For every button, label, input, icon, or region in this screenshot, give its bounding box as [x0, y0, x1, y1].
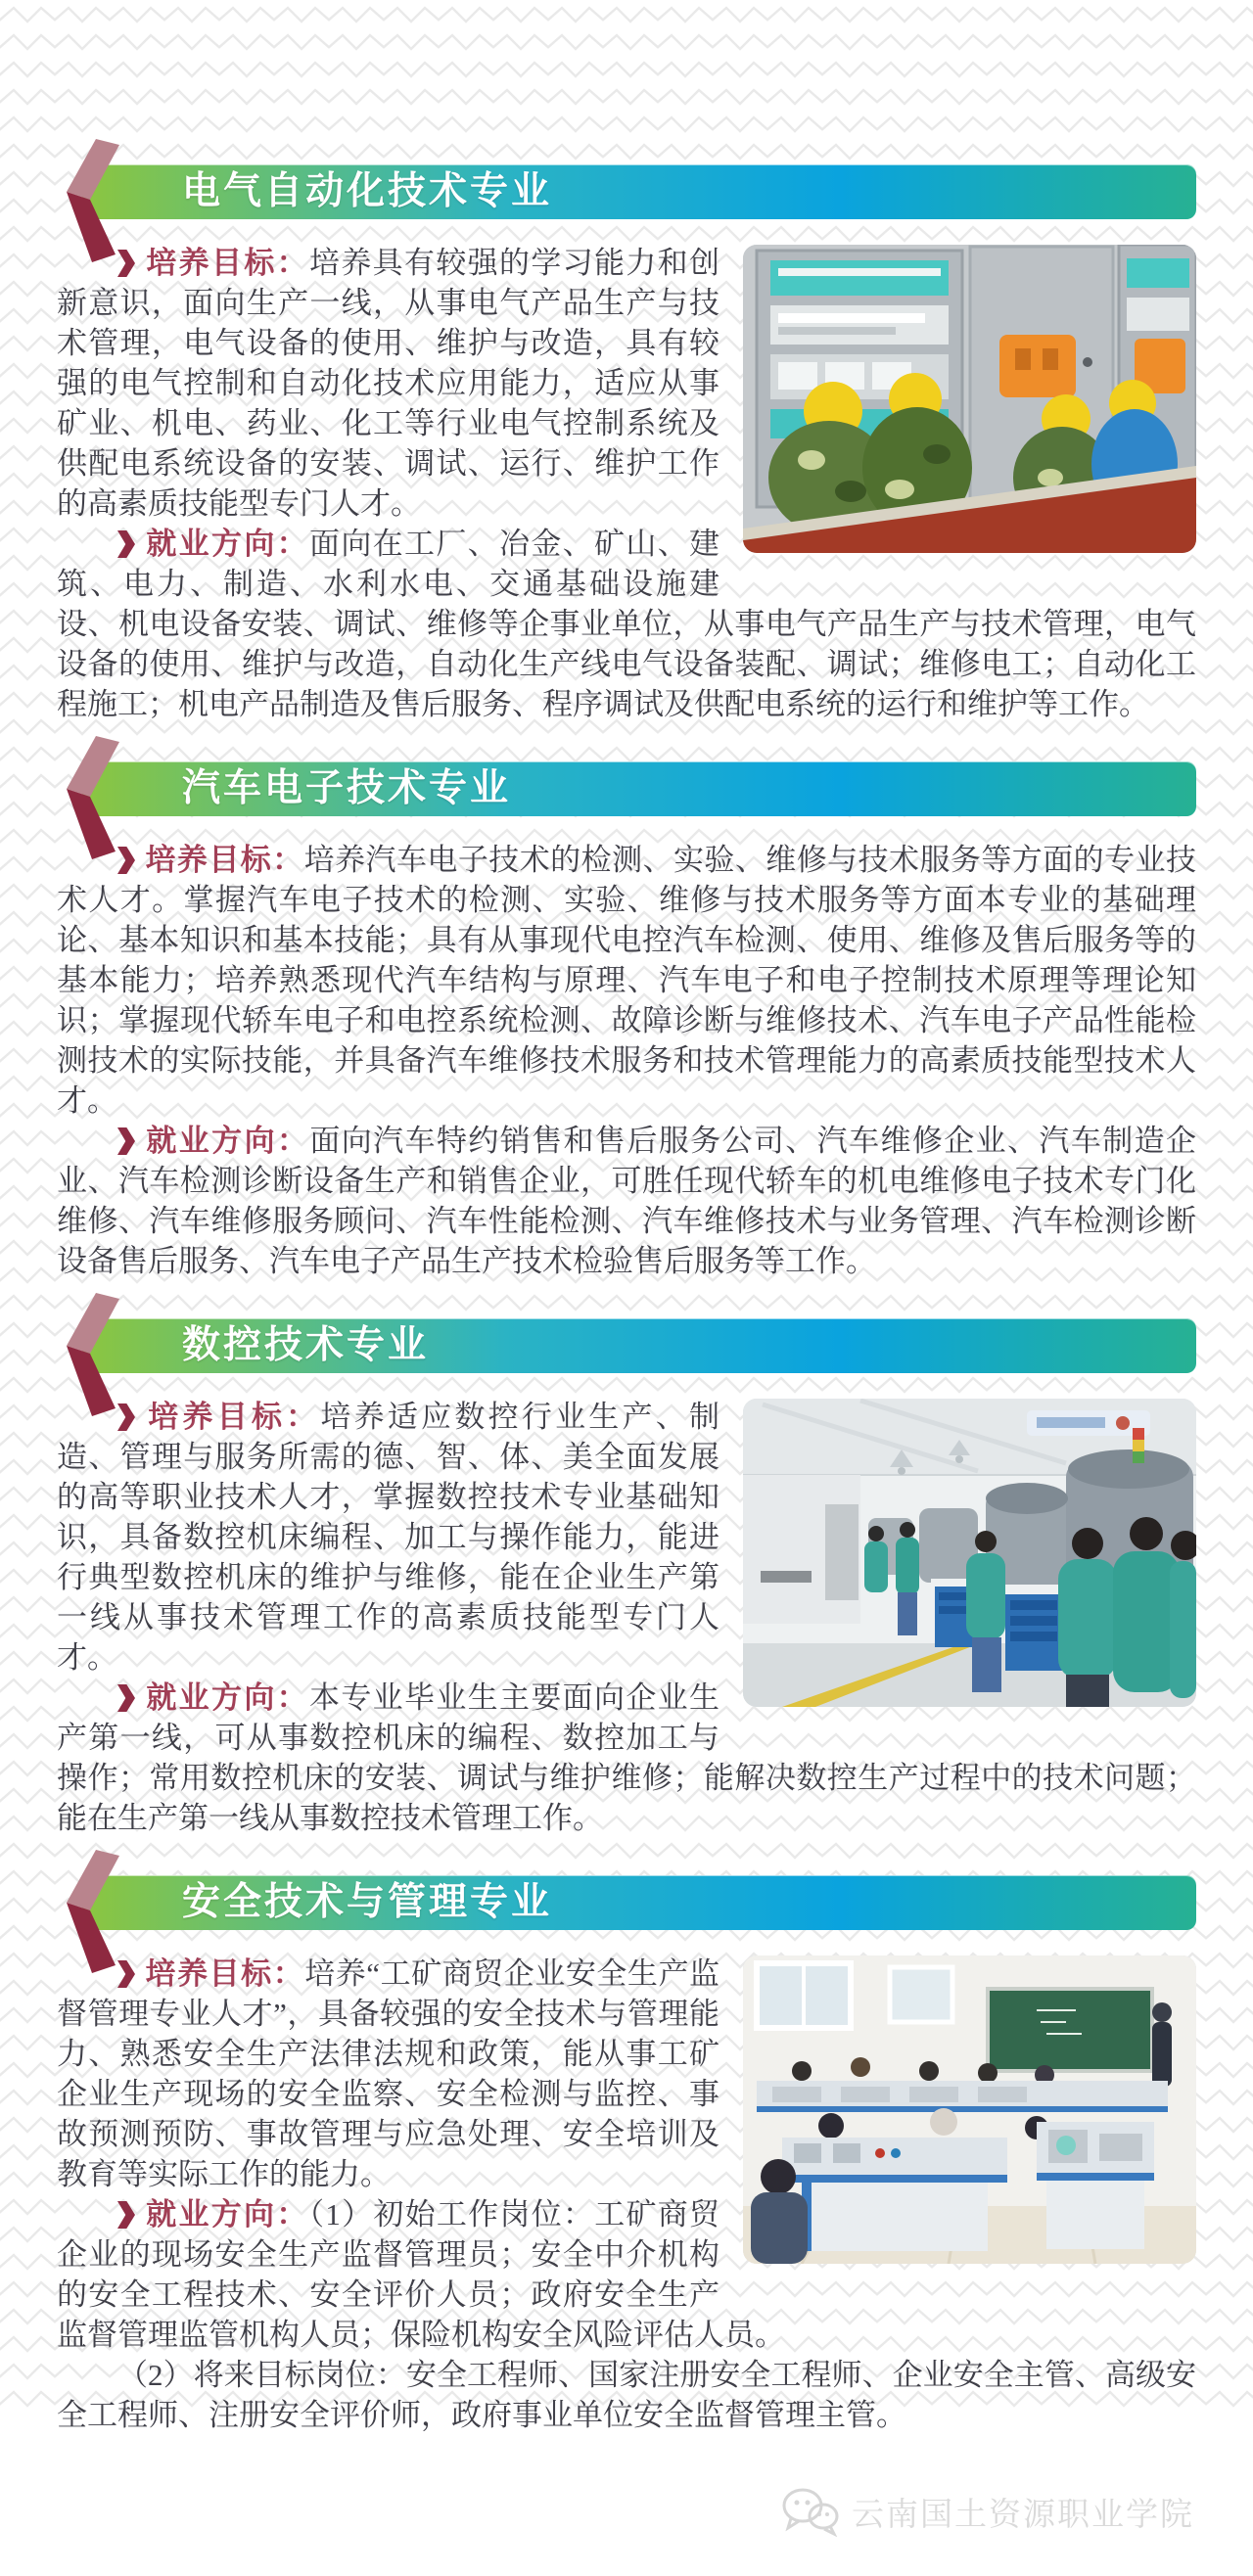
- section-electrical-automation: [57, 164, 1196, 724]
- employment-paragraph: [57, 524, 1196, 724]
- employment-label: 就业方向：: [145, 2197, 309, 2231]
- safety-lab-photo: [743, 1955, 1196, 2264]
- electrical-training-photo: [743, 245, 1196, 553]
- footer-watermark: [57, 2486, 1196, 2537]
- section-body: [57, 1397, 1196, 1838]
- section-header: [72, 761, 1196, 816]
- section-title: 电气自动化技术专业: [182, 170, 553, 212]
- section-title: 安全技术与管理专业: [182, 1881, 553, 1923]
- folded-ribbon-icon: [63, 139, 125, 262]
- wechat-logo-icon: [779, 2486, 842, 2537]
- employment-label: 就业方向：: [145, 1124, 310, 1158]
- objective-label: 培养目标：: [145, 246, 309, 280]
- folded-ribbon-icon: [63, 1850, 125, 1973]
- gradient-title-bar: [82, 1318, 1196, 1373]
- employment-text: 面向汽车特约销售和售后服务公司、汽车维修企业、汽车制造企业、汽车检测诊断设备生产和销售企业，可胜任现代轿车的机电维修电子技术专门化维修、汽车维修服务顾问、汽车性能检测、汽车维修技术与业务管理、汽车检测诊断设备售后服务、汽车电子产品生产技术检验售后服务等工作。: [57, 1124, 1197, 1278]
- objective-text: 培养“工矿商贸企业安全生产监督管理专业人才”，具备较强的安全技术与管理能力、熟悉安全生产法律法规和政策，能从事工矿企业生产现场的安全监察、安全检测与监控、事故预测预防、事故管理与应急处理、安全培训及教育等实际工作的能力。: [57, 1956, 719, 2191]
- folded-ribbon-icon: [63, 1293, 125, 1416]
- objective-label: 培养目标：: [145, 1400, 321, 1434]
- objective-label: 培养目标：: [145, 1956, 305, 1991]
- objective-text: 培养适应数控行业生产、制造、管理与服务所需的德、智、体、美全面发展的高等职业技术人才，掌握数控技术专业基础知识，具备数控机床编程、加工与操作能力，能进行典型数控机床的维护与维修，能在企业生产第一线从事技术管理工作的高素质技能型专门人才。: [57, 1400, 720, 1675]
- chevron-bullet-icon: [117, 1127, 135, 1155]
- electrical-cabinet-scene: [743, 245, 1196, 553]
- gradient-title-bar: [82, 164, 1196, 219]
- gradient-title-bar: [82, 1875, 1196, 1930]
- section-title: 汽车电子技术专业: [182, 767, 512, 809]
- chevron-bullet-icon: [117, 530, 135, 558]
- employment-paragraph-2: [57, 2355, 1196, 2435]
- section-body: [57, 840, 1196, 1281]
- section-title: 数控技术专业: [182, 1324, 430, 1366]
- chevron-bullet-icon: [117, 1684, 135, 1712]
- section-body: [57, 1954, 1196, 2435]
- section-automotive-electronics: [57, 761, 1196, 1281]
- cnc-workshop-scene: [743, 1399, 1196, 1707]
- chevron-bullet-icon: [117, 2201, 135, 2229]
- folded-ribbon-icon: [63, 736, 125, 859]
- employment-label: 就业方向：: [145, 527, 309, 561]
- employment-text: 面向在工厂、冶金、矿山、建筑、电力、制造、水利水电、交通基础设施建设、机电设备安装、调试、维修等企事业单位，从事电气产品生产与技术管理，电气设备的使用、维护与改造，自动化生产线电气设备装配、调试；维修电工；自动化工程施工；机电产品制造及售后服务、程序调试及供配电系统的运行和维护等工作。: [57, 527, 1196, 721]
- objective-text: 培养具有较强的学习能力和创新意识，面向生产一线，从事电气产品生产与技术管理，电气设备的使用、维护与改造，具有较强的电气控制和自动化技术应用能力，适应从事矿业、机电、药业、化工等行业电气控制系统及供配电系统设备的安装、调试、运行、维护工作的高素质技能型专门人才。: [57, 246, 719, 521]
- watermark-text: 云南国土资源职业学院: [852, 2495, 1194, 2532]
- gradient-title-bar: [82, 761, 1196, 816]
- employment-text: 本专业毕业生主要面向企业生产第一线，可从事数控机床的编程、数控加工与操作；常用数控机床的安装、调试与维护维修；能解决数控生产过程中的技术问题；能在生产第一线从事数控技术管理工作。: [57, 1680, 1196, 1835]
- section-header: [72, 1875, 1196, 1930]
- cnc-workshop-photo: [743, 1399, 1196, 1707]
- section-safety-management: [57, 1875, 1196, 2435]
- section-body: [57, 243, 1196, 724]
- employment-label: 就业方向：: [145, 1680, 309, 1715]
- objective-text: 培养汽车电子技术的检测、实验、维修与技术服务等方面的专业技术人才。掌握汽车电子技术的检测、实验、维修与技术服务等方面本专业的基础理论、基本知识和基本技能；具有从事现代电控汽车检测、使用、维修及售后服务等的基本能力；培养熟悉现代汽车结构与原理、汽车电子和电子控制技术原理等理论知识；掌握现代轿车电子和电控系统检测、故障诊断与维修技术、汽车电子产品性能检测技术的实际技能，并具备汽车维修技术服务和技术管理能力的高素质技能型技术人才。: [57, 843, 1197, 1118]
- section-header: [72, 1318, 1196, 1373]
- objective-paragraph: [57, 840, 1196, 1121]
- employment-text-2: （2）将来目标岗位：安全工程师、国家注册安全工程师、企业安全主管、高级安全工程师、注册安全评价师，政府事业单位安全监督管理主管。: [57, 2358, 1196, 2432]
- employment-paragraph: [57, 1121, 1196, 1281]
- employment-text: （1）初始工作岗位：工矿商贸企业的现场安全生产监督管理员；安全中介机构的安全工程技术、安全评价人员；政府安全生产监督管理监管机构人员；保险机构安全风险评估人员。: [57, 2197, 785, 2352]
- section-header: [72, 164, 1196, 219]
- section-cnc-technology: [57, 1318, 1196, 1838]
- safety-classroom-scene: [743, 1955, 1196, 2264]
- objective-label: 培养目标：: [145, 843, 304, 877]
